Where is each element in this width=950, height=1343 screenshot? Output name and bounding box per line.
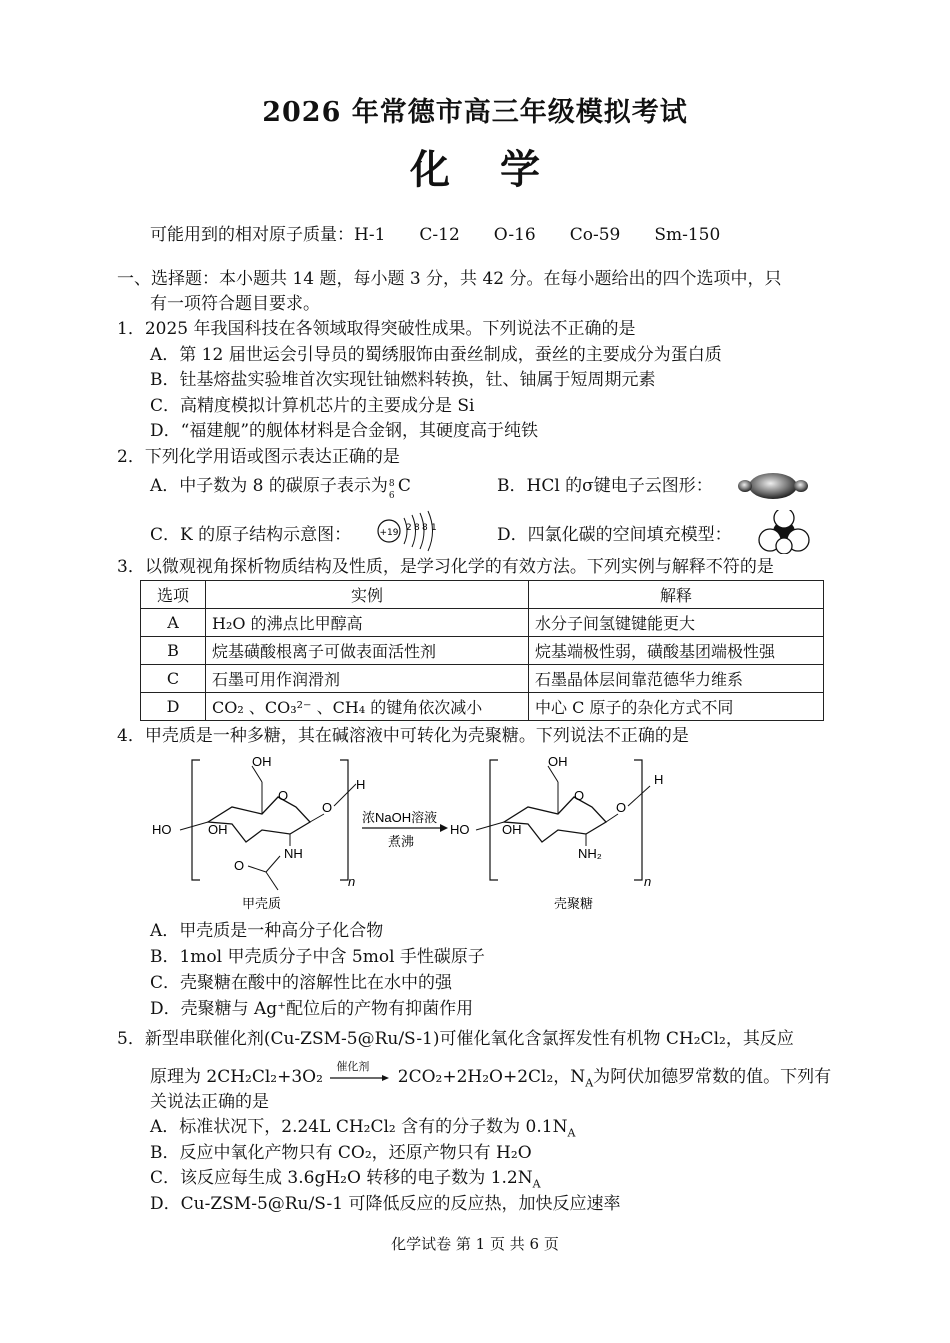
q4-option-a: A．甲壳质是一种高分子化合物 [150, 921, 384, 941]
q5-stem-line3: 关说法正确的是 [150, 1092, 269, 1112]
hydroxyl-label: OH [208, 822, 228, 837]
q1-option-b: B．钍基熔盐实验堆首次实现钍铀燃料转换，钍、铀属于短周期元素 [150, 370, 656, 390]
chitin-chitosan-reaction-diagram [150, 752, 690, 917]
shell-count: 1 [431, 523, 437, 533]
reagent-label: 浓NaOH溶液 [362, 810, 438, 825]
q2-option-b: B．HCl 的σ键电子云图形： [497, 476, 713, 496]
catalyst-label: 催化剂 [336, 1060, 370, 1073]
table-header: 解释 [529, 581, 824, 609]
table-row [141, 609, 824, 637]
atomic-mass-item: H-1 [354, 225, 386, 245]
table-cell: 水分子间氢键键能更大 [529, 609, 824, 637]
q5-option-b: B．反应中氧化产物只有 CO₂，还原产物只有 H₂O [150, 1143, 532, 1163]
q2-option-a [150, 475, 411, 501]
atomic-mass-item: O-16 [493, 225, 536, 245]
table-cell: 烷基磺酸根离子可做表面活性剂 [206, 637, 529, 665]
table-row [141, 637, 824, 665]
q4-option-c: C．壳聚糖在酸中的溶解性比在水中的强 [150, 973, 453, 993]
atomic-number: 6 [388, 491, 395, 501]
hydroxyl-label: OH [502, 822, 522, 837]
hydroxyl-label: HO [450, 822, 470, 837]
condition-label: 煮沸 [388, 834, 415, 849]
table-row [141, 665, 824, 693]
q5-option-d: D．Cu-ZSM-5@Ru/S-1 可降低反应的反应热，加快反应速率 [150, 1194, 621, 1214]
table-cell: D [141, 693, 206, 721]
q1-stem: 1．2025 年我国科技在各领域取得突破性成果。下列说法不正确的是 [117, 319, 636, 339]
amino-label: NH₂ [578, 846, 602, 861]
q5-option-c [150, 1167, 541, 1195]
q5-stem-tail: 为阿伏加德罗常数的值。下列有 [593, 1067, 832, 1087]
table-header: 实例 [206, 581, 529, 609]
table-header-row [141, 581, 824, 609]
table-cell: CO₂ 、CO₃²⁻ 、CH₄ 的键角依次减小 [206, 693, 529, 721]
q4-option-d: D．壳聚糖与 Ag⁺配位后的产物有抑菌作用 [150, 999, 474, 1019]
atomic-mass-item: Co-59 [569, 225, 621, 245]
reaction-reactants: 原理为 2CH₂Cl₂+3O₂ [150, 1067, 323, 1087]
terminal-h-label: H [654, 772, 664, 787]
avogadro-subscript: A [567, 1126, 576, 1140]
q5-option-a-text: A．标准状况下，2.24L CH₂Cl₂ 含有的分子数为 0.1N [150, 1117, 568, 1137]
amide-nh-label: NH [284, 846, 303, 861]
table-cell: 中心 C 原子的杂化方式不同 [529, 693, 824, 721]
ring-oxygen-label: O [574, 788, 585, 803]
avogadro-subscript: A [532, 1177, 541, 1191]
atomic-mass-item: Sm-150 [654, 225, 721, 245]
table-cell: H₂O 的沸点比甲醇高 [206, 609, 529, 637]
sigma-bond-cloud-icon [737, 471, 809, 501]
hydroxyl-label: HO [152, 822, 172, 837]
k-atom-structure-icon [376, 510, 438, 552]
q5-option-a [150, 1116, 575, 1144]
oxygen-label: O [616, 800, 627, 815]
q2-option-c: C．K 的原子结构示意图： [150, 525, 352, 545]
hydroxyl-label: OH [548, 754, 568, 769]
shell-count: 8 [414, 523, 420, 533]
q5-option-c-text: C．该反应每生成 3.6gH₂O 转移的电子数为 1.2N [150, 1168, 533, 1188]
table-cell: B [141, 637, 206, 665]
q3-table [140, 580, 824, 721]
section-heading: 一、选择题：本小题共 14 题，每小题 3 分，共 42 分。在每小题给出的四个选项中，只 [117, 269, 782, 289]
repeat-n-label: n [348, 874, 356, 889]
q2-option-a-text: A．中子数为 8 的碳原子表示为 [150, 476, 388, 496]
table-header: 选项 [141, 581, 206, 609]
q2-option-d: D．四氯化碳的空间填充模型： [497, 525, 732, 545]
shell-count: 2 [406, 523, 412, 533]
subject-title: 化学 [410, 146, 590, 193]
q4-option-b: B．1mol 甲壳质分子中含 5mol 手性碳原子 [150, 947, 485, 967]
chitosan-name: 壳聚糖 [554, 896, 594, 911]
table-cell: 烷基端极性弱，磺酸基团端极性强 [529, 637, 824, 665]
carbonyl-oxygen-label: O [234, 858, 245, 873]
table-cell: C [141, 665, 206, 693]
atomic-masses [150, 220, 754, 245]
nucleus-charge: +19 [379, 528, 399, 538]
q3-stem: 3．以微观视角探析物质结构及性质，是学习化学的有效方法。下列实例与解释不符的是 [117, 557, 774, 577]
oxygen-label: O [322, 800, 333, 815]
table-cell: 石墨晶体层间靠范德华力维系 [529, 665, 824, 693]
atomic-mass-label: 可能用到的相对原子质量： [150, 225, 354, 245]
avogadro-subscript: A [585, 1076, 594, 1090]
terminal-h-label: H [356, 777, 366, 792]
reaction-products: 2CO₂+2H₂O+2Cl₂，N [397, 1067, 586, 1087]
q1-option-a: A．第 12 届世运会引导员的蜀绣服饰由蚕丝制成，蚕丝的主要成分为蛋白质 [150, 345, 722, 365]
q1-option-c: C．高精度模拟计算机芯片的主要成分是 Si [150, 396, 475, 416]
repeat-n-label: n [644, 874, 652, 889]
isotope-notation [388, 475, 398, 501]
shell-count: 8 [422, 523, 428, 533]
ccl4-space-filling-model-icon [756, 510, 812, 554]
ring-oxygen-label: O [278, 788, 289, 803]
section-heading-cont: 有一项符合题目要求。 [150, 294, 320, 314]
chitin-name: 甲壳质 [242, 896, 282, 911]
q1-option-d: D．“福建舰”的舰体材料是合金钢，其硬度高于纯铁 [150, 421, 539, 441]
element-symbol: C [397, 476, 411, 496]
hydroxyl-label: OH [252, 754, 272, 769]
q2-stem: 2．下列化学用语或图示表达正确的是 [117, 447, 400, 467]
table-cell: 石墨可用作润滑剂 [206, 665, 529, 693]
page-footer: 化学试卷 第 1 页 共 6 页 [391, 1235, 559, 1253]
mass-number: 8 [388, 479, 395, 489]
table-cell: A [141, 609, 206, 637]
atomic-mass-item: C-12 [419, 225, 460, 245]
q4-stem: 4．甲壳质是一种多糖，其在碱溶液中可转化为壳聚糖。下列说法不正确的是 [117, 726, 689, 746]
q5-stem-line1: 5．新型串联催化剂(Cu-ZSM-5@Ru/S-1)可催化氧化含氯挥发性有机物 CH₂Cl₂，其反应 [117, 1029, 794, 1049]
table-row [141, 693, 824, 721]
exam-title: 2026 年常德市高三年级模拟考试 [262, 97, 688, 128]
reaction-arrow [328, 1060, 392, 1086]
